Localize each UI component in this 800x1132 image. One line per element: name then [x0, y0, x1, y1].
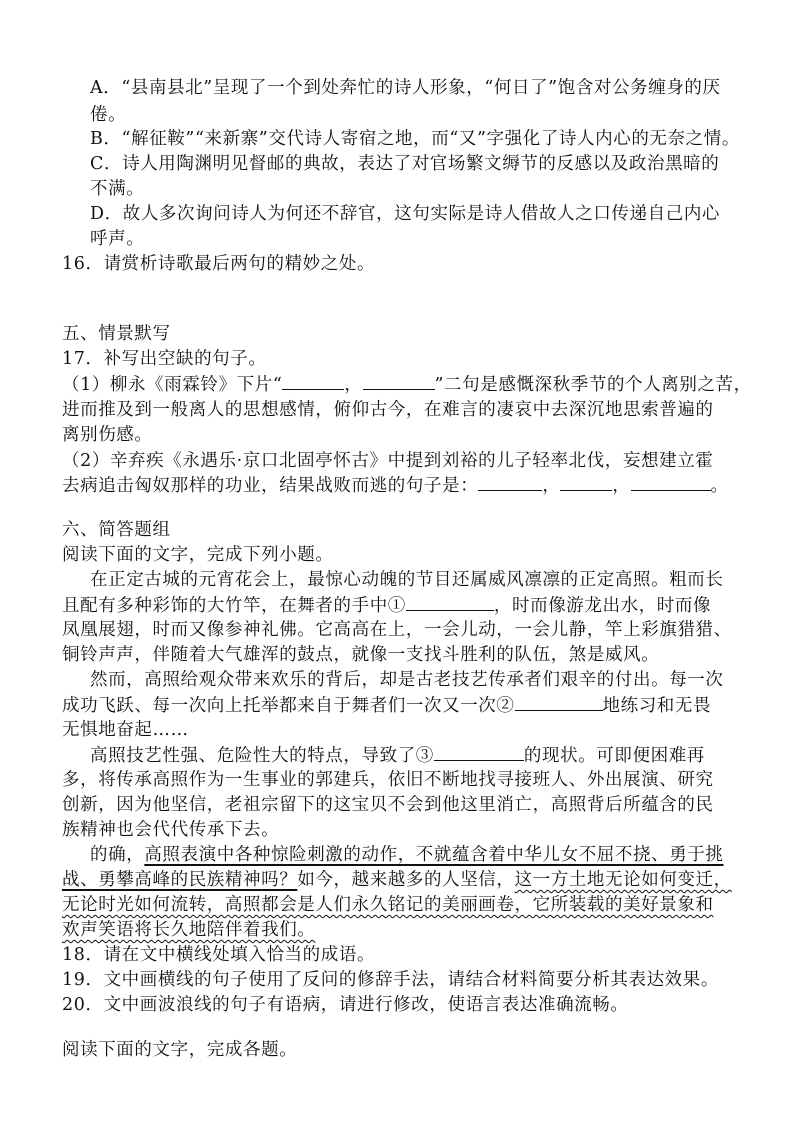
q17-part2-sep1: ， — [542, 476, 561, 496]
q17-part2-line1: （2）辛弃疾《永遇乐·京口北固亭怀古》中提到刘裕的儿子轻率北伐，妄想建立霍 — [62, 451, 714, 471]
blank-1[interactable] — [406, 592, 494, 611]
para2-text-b: 地练习和无畏 — [602, 696, 712, 716]
section6-title: 六、简答题组 — [62, 520, 171, 540]
option-c-line1: C．诗人用陶渊明见督邮的典故，表达了对官场繁文缛节的反感以及政治黑暗的 — [90, 154, 720, 174]
option-d-line2: 呼声。 — [90, 229, 145, 249]
wavy-sentence: 这一方土地无论如何变迁， — [514, 870, 732, 890]
q17-part2-end: 。 — [710, 476, 729, 496]
section6-intro: 阅读下面的文字，完成下列小题。 — [62, 545, 334, 565]
para2-line1: 然而，高照给观众带来欢乐的背后，却是古老技艺传承者们艰辛的付出。每一次 — [90, 670, 724, 690]
para3-line4: 族精神也会代代传承下去。 — [62, 820, 280, 840]
para2-line3: 无惧地奋起…… — [62, 720, 189, 740]
underlined-sentence-end: 战、勇攀高峰的民族精神吗？ — [62, 870, 298, 890]
answer-blank[interactable] — [363, 371, 435, 390]
para4-text-b: 如今，越来越多的人坚信， — [297, 870, 515, 890]
para1-line3: 凤凰展翅，时而又像参神礼佛。它高高在上，一会儿动，一会儿静，竿上彩旗猎猎、 — [62, 620, 732, 640]
para3-line2: 多，将传承高照作为一生事业的郭建兵，依旧不断地找寻接班人、外出展演、研究 — [62, 770, 714, 790]
para3-text-b: 的现状。可即便困难再 — [523, 746, 705, 766]
para2-line2 — [62, 692, 711, 719]
question-19: 19．文中画横线的句子使用了反问的修辞手法，请结合材料简要分析其表达效果。 — [62, 970, 719, 990]
answer-blank[interactable] — [631, 472, 711, 491]
para1-line2 — [62, 592, 711, 619]
para4-line2 — [62, 867, 732, 893]
q17-part2-text: 去病追击匈奴那样的功业，结果战败而逃的句子是： — [62, 476, 479, 496]
para3-text-a: 高照技艺性强、危险性大的特点，导致了③ — [90, 746, 434, 766]
answer-blank[interactable] — [478, 472, 542, 491]
question-20: 20．文中画波浪线的句子有语病，请进行修改，使语言表达准确流畅。 — [62, 995, 629, 1015]
para3-line1 — [90, 742, 705, 769]
q17-part2-sep2: ， — [612, 476, 631, 496]
para2-text-a: 成功飞跃、每一次向上托举都来自于舞者们一次又一次② — [62, 696, 515, 716]
next-reading-intro: 阅读下面的文字，完成各题。 — [62, 1040, 298, 1060]
para1-text-b: ，时而像游龙出水，时而像 — [493, 596, 712, 616]
q17-part1-text-a: （1）柳永《雨霖铃》下片“ — [62, 375, 283, 395]
section5-title: 五、情景默写 — [62, 324, 171, 344]
para3-line3: 创新，因为他坚信，老祖宗留下的这宝贝不会到他这里消亡，高照背后所蕴含的民 — [62, 795, 714, 815]
para1-line4: 铜铃声声，伴随着大气雄浑的鼓点，就像一支找斗胜利的队伍，煞是威风。 — [62, 645, 660, 665]
para1-line1: 在正定古城的元宵花会上，最惊心动魄的节目还属威风凛凛的正定高照。粗而长 — [90, 570, 724, 590]
q17-part2-line2 — [62, 472, 729, 499]
question-17: 17．补写出空缺的句子。 — [62, 349, 267, 369]
question-18: 18．请在文中横线处填入恰当的成语。 — [62, 945, 376, 965]
option-c-line2: 不满。 — [90, 179, 145, 199]
wavy-sentence-cont: 无论时光如何流转，高照都会是人们永久铭记的美丽画卷，它所装载的美好景象和 — [62, 895, 714, 915]
para4-line4 — [62, 917, 315, 943]
para4-line3 — [62, 892, 714, 918]
question-16: 16．请赏析诗歌最后两句的精妙之处。 — [62, 254, 376, 274]
para1-text-a: 且配有多种彩饰的大竹竿，在舞者的手中① — [62, 596, 406, 616]
option-b-line1: B．“解征鞍”“来新寨”交代诗人寄宿之地，而“又”字强化了诗人内心的无奈之情。 — [90, 129, 740, 149]
underlined-sentence: 高照表演中各种惊险刺激的动作，不就蕴含着中华儿女不屈不挠、勇于挑 — [144, 845, 724, 865]
blank-3[interactable] — [434, 742, 524, 761]
option-a-line2: 倦。 — [90, 105, 127, 125]
answer-blank[interactable] — [560, 472, 612, 491]
q17-part1-line2: 进而推及到一般离人的思想感情，俯仰古今，在难言的凄哀中去深沉地思索普遍的 — [62, 400, 714, 420]
q17-part1-line1 — [62, 371, 752, 398]
q17-part1-text-b: ”二句是感慨深秋季节的个人离别之苦， — [434, 375, 752, 395]
option-a-line1: A．“县南县北”呈现了一个到处奔忙的诗人形象，“何日了”饱含对公务缠身的厌 — [90, 78, 721, 98]
para4-line1 — [90, 842, 724, 868]
para4-text-a: 的确， — [90, 845, 145, 865]
blank-2[interactable] — [515, 692, 603, 711]
wavy-sentence-end: 欢声笑语将长久地陪伴着我们。 — [62, 920, 316, 940]
option-d-line1: D．故人多次询问诗人为何还不辞官，这句实际是诗人借故人之口传递自己内心 — [90, 204, 721, 224]
q17-part1-line3: 离别伤感。 — [62, 425, 153, 445]
q17-part1-sep: ， — [344, 375, 363, 395]
answer-blank[interactable] — [282, 371, 344, 390]
